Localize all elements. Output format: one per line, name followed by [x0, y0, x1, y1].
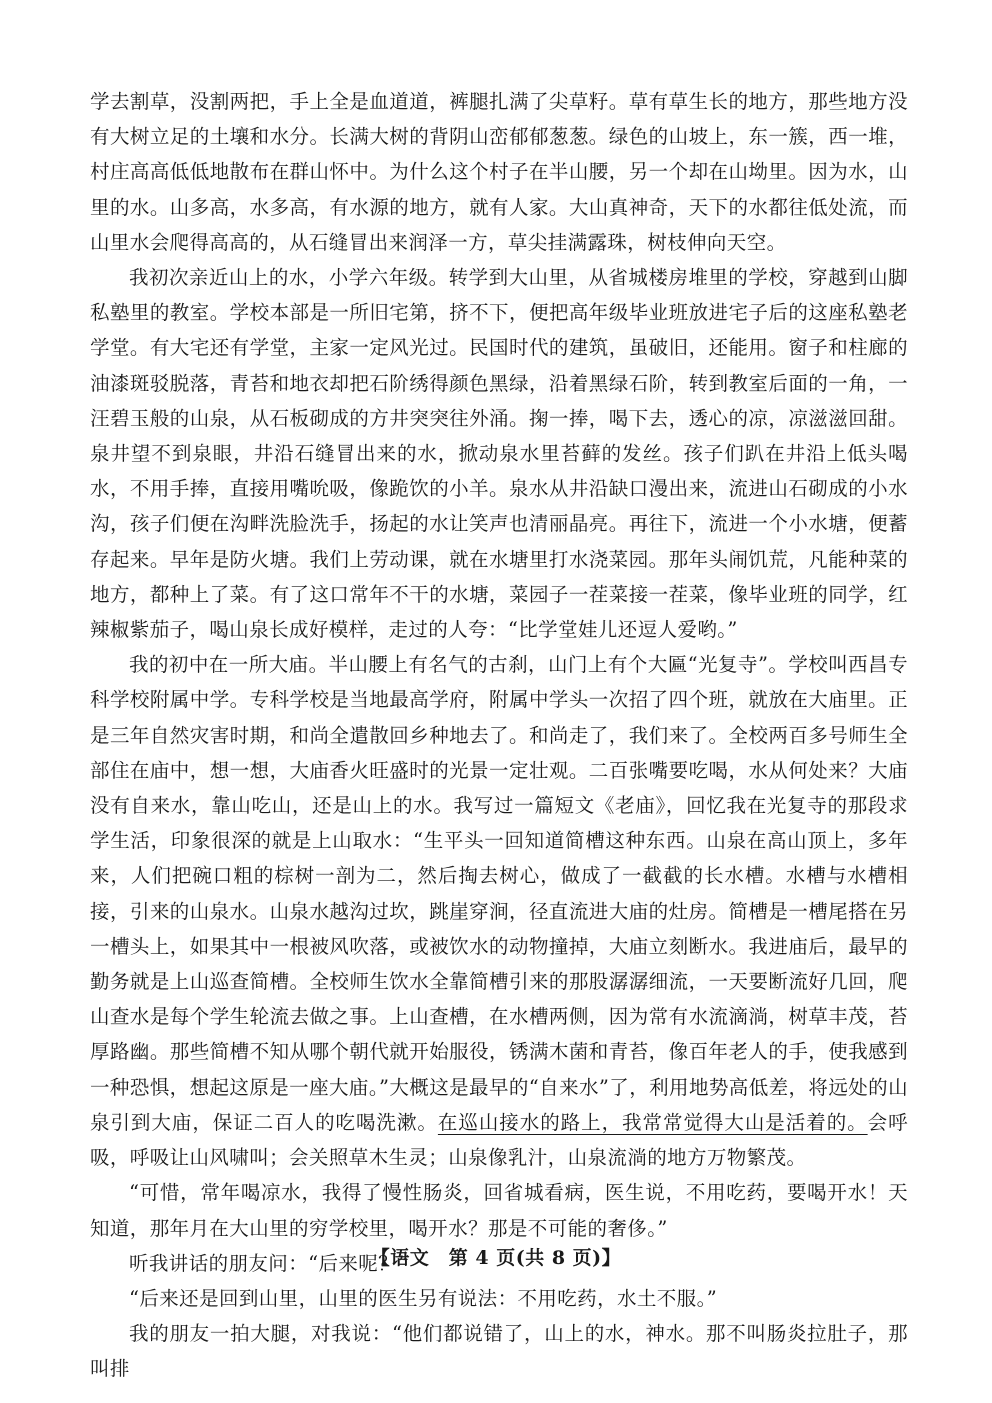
paragraph-3-text-after: 会呼吸，呼吸让山风啸叫；会关照草木生灵；山泉像乳汁，山泉流淌的地方万物繁茂。 — [90, 1110, 908, 1170]
paragraph-7: 我的朋友一拍大腿，对我说：“他们都说错了，山上的水，神水。那不叫肠炎拉肚子，那叫排 — [90, 1322, 908, 1381]
page-footer: 【语文 第 4 页(共 8 页)】 — [370, 1247, 622, 1269]
paragraph-5: 听我讲话的朋友问：“后来呢？” — [129, 1251, 409, 1275]
paragraph-2: 我初次亲近山上的水，小学六年级。转学到大山里，从省城楼房堆里的学校，穿越到山脚私塾里的教室。学校本部是一所旧宅第，挤不下，便把高年级毕业班放进宅子后的这座私塾老学堂。有大宅还有学堂，主家一定风光过。民国时代的建筑，虽破旧，还能用。窗子和柱廊的油漆斑驳脱落，青苔和地衣却把石阶绣得颜色黑绿，沿着黑绿石阶，转到教室后面的一角，一汪碧玉般的山泉，从石板砌成的方井突突往外涌。掬一捧，喝下去，透心的凉，凉滋滋回甜。泉井望不到泉眼，井沿石缝冒出来的水，掀动泉水里苔藓的发丝。孩子们趴在井沿上低头喝水，不用手捧，直接用嘴吮吸，像跪饮的小羊。泉水从井沿缺口漫出来，流进山石砌成的小水沟，孩子们便在沟畔洗脸洗手，扬起的水让笑声也清丽晶亮。再往下，流进一个小水塘，便蓄存起来。早年是防火塘。我们上劳动课，就在水塘里打水浇菜园。那年头闹饥荒，凡能种菜的地方，都种上了菜。有了这口常年不干的水塘，菜园子一茬菜接一茬菜，像毕业班的同学，红辣椒紫茄子，喝山泉长成好模样，走过的人夸：“比学堂娃儿还逗人爱哟。” — [90, 266, 908, 642]
paragraph-3 — [90, 647, 908, 1175]
paragraph-6: “后来还是回到山里，山里的医生另有说法：不用吃药，水土不服。” — [129, 1286, 718, 1310]
paragraph-1: 学去割草，没割两把，手上全是血道道，裤腿扎满了尖草籽。草有草生长的地方，那些地方没有大树立足的土壤和水分。长满大树的背阴山峦郁郁葱葱。绿色的山坡上，东一簇，西一堆，村庄高高低低地散布在群山怀中。为什么这个村子在半山腰，另一个却在山坳里。因为水，山里的水。山多高，水多高，有水源的地方，就有人家。大山真神奇，天下的水都往低处流，而山里水会爬得高高的，从石缝冒出来润泽一方，草尖挂满露珠，树枝伸向天空。 — [90, 90, 908, 254]
paragraph-4: “可惜，常年喝凉水，我得了慢性肠炎，回省城看病，医生说，不用吃药，要喝开水！天知道，那年月在大山里的穷学校里，喝开水？那是不可能的奢侈。” — [90, 1181, 908, 1240]
paragraph-3-text-before: 我的初中在一所大庙。半山腰上有名气的古刹，山门上有个大匾“光复寺”。学校叫西昌专科学校附属中学。专科学校是当地最高学府，附属中学头一次招了四个班，就放在大庙里。正是三年自然灾害时期，和尚全遣散回乡种地去了。和尚走了，我们来了。全校两百多号师生全部住在庙中，想一想，大庙香火旺盛时的光景一定壮观。二百张嘴要吃喝，水从何处来？大庙没有自来水，靠山吃山，还是山上的水。我写过一篇短文《老庙》，回忆我在光复寺的那段求学生活，印象很深的就是上山取水：“生平头一回知道简槽这种东西。山泉在高山顶上，多年来，人们把碗口粗的棕树一剖为二，然后掏去树心，做成了一截截的长水槽。水槽与水槽相接，引来的山泉水。山泉水越沟过坎，跳崖穿涧，径直流进大庙的灶房。简槽是一槽尾搭在另一槽头上，如果其中一根被风吹落，或被饮水的动物撞掉，大庙立刻断水。我进庙后，最早的勤务就是上山巡查简槽。全校师生饮水全靠简槽引来的那股潺潺细流，一天要断流好几回，爬山查水是每个学生轮流去做之事。上山查槽，在水槽两侧，因为常有水流滴淌，树草丰茂，苔厚路幽。那些简槽不知从哪个朝代就开始服役，锈满木菌和青苔，像百年老人的手，使我感到一种恐惧，想起这原是一座大庙。”大概这是最早的“自来水”了，利用地势高低差，将远处的山泉引到大庙，保证二百人的吃喝洗漱。 — [90, 653, 908, 1134]
document-body — [90, 84, 908, 1387]
underlined-sentence: 在巡山接水的路上，我常常觉得大山是活着的。 — [437, 1110, 868, 1134]
